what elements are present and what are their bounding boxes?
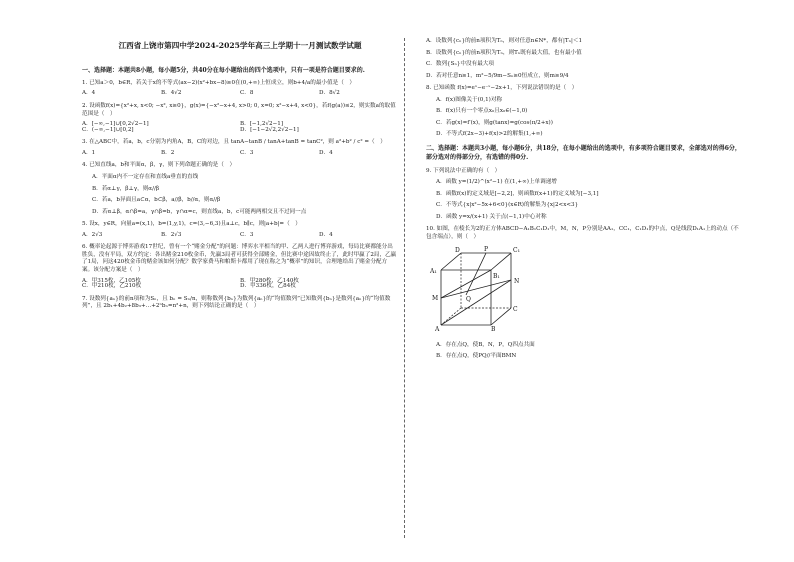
option-row [82,122,398,133]
option-a: A．甲315枚，乙105枚 [82,277,141,284]
option-d: D．8√2 [319,90,340,97]
question-4 [82,162,398,216]
question-stem: 7. 设数列{aₙ}的前n项和为Sₙ，且 bₙ = Sₙ/n，则称数列{bₙ}为数列{aₙ}的“均值数列”已知数列{bₙ}是数列{aₙ}的“均值数列”，且 2b₁+4b₂+8b₃+…+2ⁿbₙ=n²+n，则下列结论正确的是（ ） [82,295,391,310]
question-1 [82,80,398,97]
option-d: D．不等式f(2x−3)+f(x)>2的解集(1,+∞) [436,131,543,138]
question-stem: 8. 已知函数 f(x)=eˣ−e⁻ˣ−2x+1，下列说法错误的是（ ） [426,85,578,92]
option-a: A．2√3 [82,231,103,238]
option-c: C．3 [240,149,254,156]
option-d: D．若对任意n≥1，m²−5/9m−Sₙ≥0恒成立，则m≥9/4 [426,72,569,79]
label-A: A [435,326,440,334]
option-b: B．4√2 [161,90,182,97]
column-divider [404,38,405,538]
option-a: A．平面α内不一定存在和直线a垂直的直线 [92,174,199,180]
question-6 [82,244,398,289]
label-A1: A₁ [430,268,437,276]
question-3 [82,139,398,156]
option-b: B．函数f(x)的定义域是[−2,2]，则函数f(x+1)的定义域为[−3,1] [436,190,599,197]
option-d: D．若α⊥β，α∩β=a，γ∩β=b，γ∩α=c，则直线a，b，c可能两两相交且不过同一点 [92,208,307,215]
question-stem: 6. 概率论起源于博弈游戏17世纪，曾有一个“赌金分配”的问题：博弈水平相当的甲、乙两人进行博弈游戏，每局比赛都能分出胜负，没有平局，双方约定：各出赌金210枚金币，先赢3局者可获得全部赌金，但比赛中途因故终止了，此时甲赢了2局，乙赢了1局，问这420枚金币的赌金该如何分配？数学家费马和帕斯卡都用了现在称之为“概率”的知识，合理地给出了赌金分配方案。该分配方案是（ ） [82,244,397,273]
option-a: A．存在点Q，使B，N，P，Q四点共面 [436,341,535,348]
option-c: C．3 [240,231,254,238]
right-column [426,38,744,366]
question-8 [426,85,744,139]
option-a: A．设数列{cₙ}的前n项积为Tₙ，则对任意n∈N*，都有|Tₙ|＜1 [426,38,583,44]
cube-figure [426,245,744,336]
exam-title: 江西省上饶市第四中学2024-2025学年高三上学期十一月测试数学试题 [118,41,362,50]
question-stem: 4. 已知直线a，b和平面α，β，γ，则下列命题正确的是（ ） [82,162,236,169]
option-b: B．存在点Q，使PQ//平面BMN [436,353,517,360]
option-b: B．2 [161,149,175,156]
option-b: B．若α⊥γ，β⊥γ，则α//β [92,185,160,192]
option-a: A．4 [82,90,96,97]
option-c: C．8 [240,90,254,97]
option-d: D．4 [319,231,333,238]
label-B1: B₁ [493,273,500,281]
option-b: B．f(x)只有一个零点x₀且x₀∈(−1,0) [436,108,528,115]
option-c: C．甲210枚，乙210枚 [82,283,142,290]
option-d: D．[−1−2√2,2√2−1] [240,126,299,133]
section-two-heading: 二、选择题：本题共3小题，每小题6分，共18分，在每小题给出的选项中，有多项符合题目要求，全部选对的得6分，部分选对的得部分分，有选错的得0分. [426,144,741,162]
option-list [436,179,744,221]
option-list [436,97,744,139]
option-d: D．甲336枚，乙84枚 [240,283,296,290]
option-row [82,233,398,239]
option-a: A．函数 y=(1/2)^(x²−1) 在(1,+∞)上单调递增 [436,179,557,186]
label-N: N [514,278,520,286]
question-stem: 10. 如图，在棱长为2的正方体ABCD−A₁B₁C₁D₁中，M，N，P分别是AA₁，CC₁，C₁D₁的中点，Q是线段D₁A₁上的动点（不包含端点），则（ ） [426,226,739,240]
label-C: C [513,306,518,314]
question-stem: 3. 在△ABC中，若a，b，c分别为内角A，B，C的对边，且 tanA−tanB / tanA+tanB = tanC²，则 a²+b² / c² =（ ） [82,139,386,146]
cube-labels [426,245,536,333]
question-9 [426,168,744,222]
option-d: D．4 [319,149,333,156]
question-stem: 5. 设x，y∈R，向量a=(x,1)，b=(1,y,1)，c=(3,−6,3)且a⊥c，b∥c，则|a+b|=（ ） [82,221,301,228]
option-a: A．f(x)图像关于(0,1)对称 [436,96,503,103]
option-list [436,342,744,361]
question-stem: 2. 设函数f(x)={x²+x, x<0; −x², x≥0}，g(x)={−x²−x+4, x>0; 0, x=0; x²−x+4, x<0}，若f(g(a))≤2，则实数a的取值范围是（ ） [82,103,396,117]
option-list [92,174,398,216]
question-stem: 9. 下列说法中正确的有（ ） [426,167,501,174]
label-M: M [432,295,439,303]
option-row [82,151,398,157]
option-c: C．若g(x)=f′(x)，则g(tanx)=g(cos(π/2+x)) [436,119,553,126]
option-b: B．甲280枚，乙140枚 [240,277,300,284]
option-c: C．若a，b异面且a⊂α，b⊂β，a//β，b//α，则α//β [92,197,221,204]
label-Q: Q [466,296,471,304]
left-column [82,40,398,315]
option-c: C．(−∞,−1]∪[0,2] [82,126,134,133]
option-row [82,91,398,97]
option-row [82,279,398,290]
label-P: P [484,246,489,254]
question-7 [82,296,398,311]
option-d: D．函数 y=x/(x+1) 关于点(−1,1)中心对称 [436,213,547,220]
label-D: D [455,247,460,255]
question-stem: 1. 已知a＞0，b∈R，若关于x的不等式(ax−2)(x²+bx−8)≥0在(0,+∞)上恒成立，则b+4/a的最小值是（ ） [82,79,355,86]
section-one-heading: 一、选择题：本题共8小题，每小题5分，共40分在每小题给出的四个选项中，只有一项是符合题目要求的. [82,66,365,74]
option-b: B．设数列{cₙ}的前n项积为Tₙ，则Tₙ既有最大值，也有最小值 [426,49,582,56]
label-B: B [491,326,496,334]
question-10 [426,226,744,361]
option-c: C．数列{Sₙ}中没有最大项 [426,61,494,68]
question-5 [82,221,398,238]
option-b: B．[−1,2√2−1] [240,121,284,128]
question-2 [82,103,398,133]
option-a: A．[−∞,−1]∪[0,2√2−1] [82,121,149,128]
option-c: C．不等式{x|x²−5x+6<0}(x∈R)的解集为{x|2<x<3} [436,202,579,209]
label-C1: C₁ [513,247,520,255]
option-b: B．2√3 [161,231,182,238]
option-a: A．1 [82,149,96,156]
question-7-options [426,38,744,80]
